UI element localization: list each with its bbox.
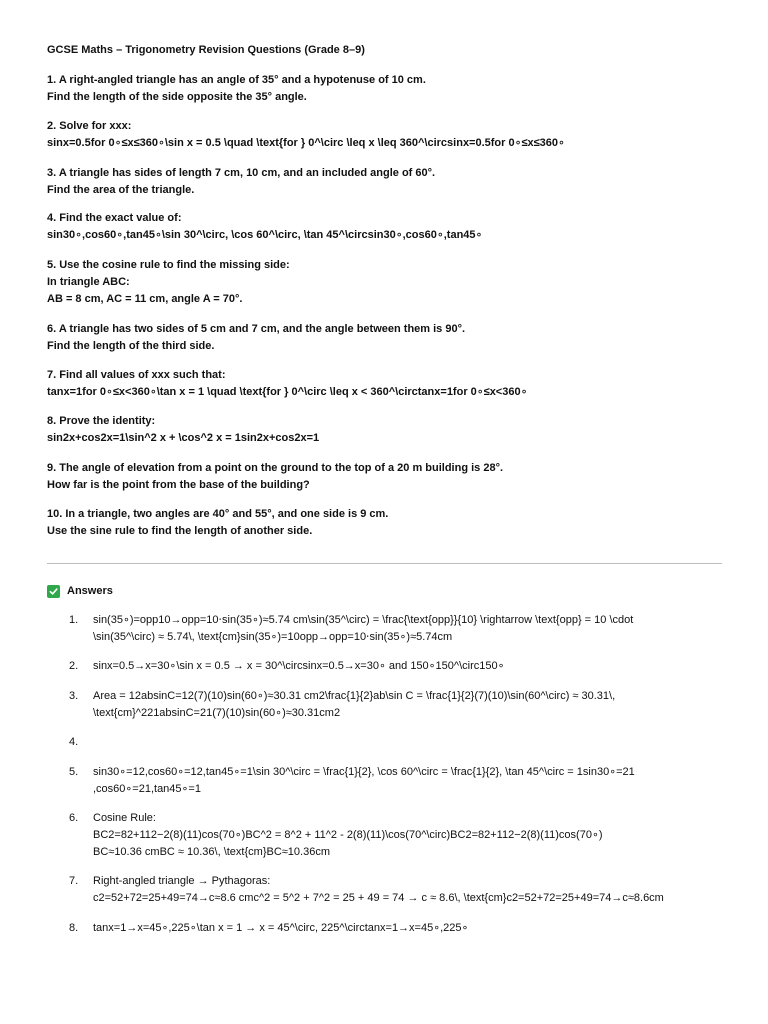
question-line: 4. Find the exact value of: [47, 212, 182, 224]
question-line: 7. Find all values of xxx such that: [47, 369, 226, 381]
answers-header [47, 584, 113, 598]
check-mark-icon [47, 585, 60, 598]
question-1 [47, 72, 426, 106]
question-line: 8. Prove the identity: [47, 415, 156, 427]
question-line: Use the sine rule to find the length of another side. [47, 525, 313, 537]
answer-line: sin⁡30∘=12,cos⁡60∘=12,tan⁡45∘=1\sin 30^\circ = \frac{1}{2}, \cos 60^\circ = \frac{1}{2}, \tan 45^\circ = 1sin30∘=21 [93, 766, 635, 778]
document-title: GCSE Maths – Trigonometry Revision Questions (Grade 8–9) [47, 44, 365, 56]
question-line: How far is the point from the base of the building? [47, 479, 310, 491]
question-line: tan⁡x=1for 0∘≤x<360∘\tan x = 1 \quad \text{for } 0^\circ \leq x < 360^\circtanx=1for 0∘≤x<360∘ [47, 386, 528, 398]
question-2 [47, 118, 565, 152]
answer-number: 8. [69, 922, 79, 934]
question-4 [47, 210, 482, 244]
question-10 [47, 506, 388, 540]
question-line: sin⁡x=0.5for 0∘≤x≤360∘\sin x = 0.5 \quad \text{for } 0^\circ \leq x \leq 360^\circsinx=0.5for 0∘≤x≤360∘ [47, 137, 565, 149]
answer-number: 5. [69, 766, 79, 778]
question-line: sin⁡2x+cos⁡2x=1\sin^2 x + \cos^2 x = 1sin2x+cos2x=1 [47, 432, 320, 444]
question-5 [47, 257, 290, 308]
question-line: In triangle ABC: [47, 276, 130, 288]
question-line: 5. Use the cosine rule to find the missing side: [47, 259, 290, 271]
question-line: Find the length of the third side. [47, 340, 215, 352]
question-line: 10. In a triangle, two angles are 40° and 55°, and one side is 9 cm. [47, 508, 389, 520]
question-line: 2. Solve for xxx: [47, 120, 132, 132]
answer-line: tan⁡x=1→x=45∘,225∘\tan x = 1 → x = 45^\circ, 225^\circtanx=1→x=45∘,225∘ [93, 922, 469, 934]
answer-line: ,cos60∘=21,tan45∘=1 [93, 783, 201, 795]
answer-line: BC≈10.36 cmBC ≈ 10.36\, \text{cm}BC≈10.36cm [93, 846, 330, 858]
answer-number: 2. [69, 660, 79, 672]
question-8 [47, 413, 319, 447]
answers-title: Answers [67, 585, 113, 597]
answer-line: \text{cm}^221absinC=21(7)(10)sin(60∘)≈30.31cm2 [93, 707, 341, 719]
answer-number: 4. [69, 736, 79, 748]
question-3 [47, 165, 435, 199]
question-7 [47, 367, 527, 401]
question-line: 6. A triangle has two sides of 5 cm and 7 cm, and the angle between them is 90°. [47, 323, 466, 335]
answer-number: 6. [69, 812, 79, 824]
answer-line: Cosine Rule: [93, 812, 156, 824]
answer-line: Area = 12absin⁡C=12(7)(10)sin⁡(60∘)≈30.31 cm2\frac{1}{2}ab\sin C = \frac{1}{2}(7)(10)\sin(60^\circ) ≈ 30.31\, [93, 690, 616, 702]
section-divider [47, 563, 722, 564]
answer-line: BC2=82+112−2(8)(11)cos⁡(70∘)BC^2 = 8^2 + 11^2 - 2(8)(11)\cos(70^\circ)BC2=82+112−2(8)(11)cos(70∘) [93, 829, 603, 841]
answer-number: 3. [69, 690, 79, 702]
question-line: sin⁡30∘,cos⁡60∘,tan⁡45∘\sin 30^\circ, \cos 60^\circ, \tan 45^\circsin30∘,cos60∘,tan45∘ [47, 229, 483, 241]
question-6 [47, 321, 465, 355]
answer-line: \sin(35^\circ) ≈ 5.74\, \text{cm}sin(35∘)=10opp→opp=10⋅sin(35∘)≈5.74cm [93, 631, 453, 643]
question-line: Find the area of the triangle. [47, 184, 195, 196]
answer-line: c2=52+72=25+49=74→c≈8.6 cmc^2 = 5^2 + 7^2 = 25 + 49 = 74 → c ≈ 8.6\, \text{cm}c2=52+72=25+49=74→c≈8.6cm [93, 892, 664, 904]
question-line: 3. A triangle has sides of length 7 cm, 10 cm, and an included angle of 60°. [47, 167, 436, 179]
answer-line: sin⁡x=0.5→x=30∘\sin x = 0.5 → x = 30^\circsinx=0.5→x=30∘ and 150∘150^\circ150∘ [93, 660, 505, 672]
question-9 [47, 460, 503, 494]
question-line: 9. The angle of elevation from a point on the ground to the top of a 20 m building is 28°. [47, 462, 504, 474]
question-line: Find the length of the side opposite the 35° angle. [47, 91, 307, 103]
answer-line: sin⁡(35∘)=opp10→opp=10⋅sin⁡(35∘)≈5.74 cm\sin(35^\circ) = \frac{\text{opp}}{10} \rightarrow \text{opp} = 10 \cdot [93, 614, 634, 626]
question-line: 1. A right-angled triangle has an angle of 35° and a hypotenuse of 10 cm. [47, 74, 426, 86]
answer-number: 1. [69, 614, 79, 626]
answer-line: Right-angled triangle → Pythagoras: [93, 875, 271, 887]
answer-number: 7. [69, 875, 79, 887]
question-line: AB = 8 cm, AC = 11 cm, angle A = 70°. [47, 293, 243, 305]
